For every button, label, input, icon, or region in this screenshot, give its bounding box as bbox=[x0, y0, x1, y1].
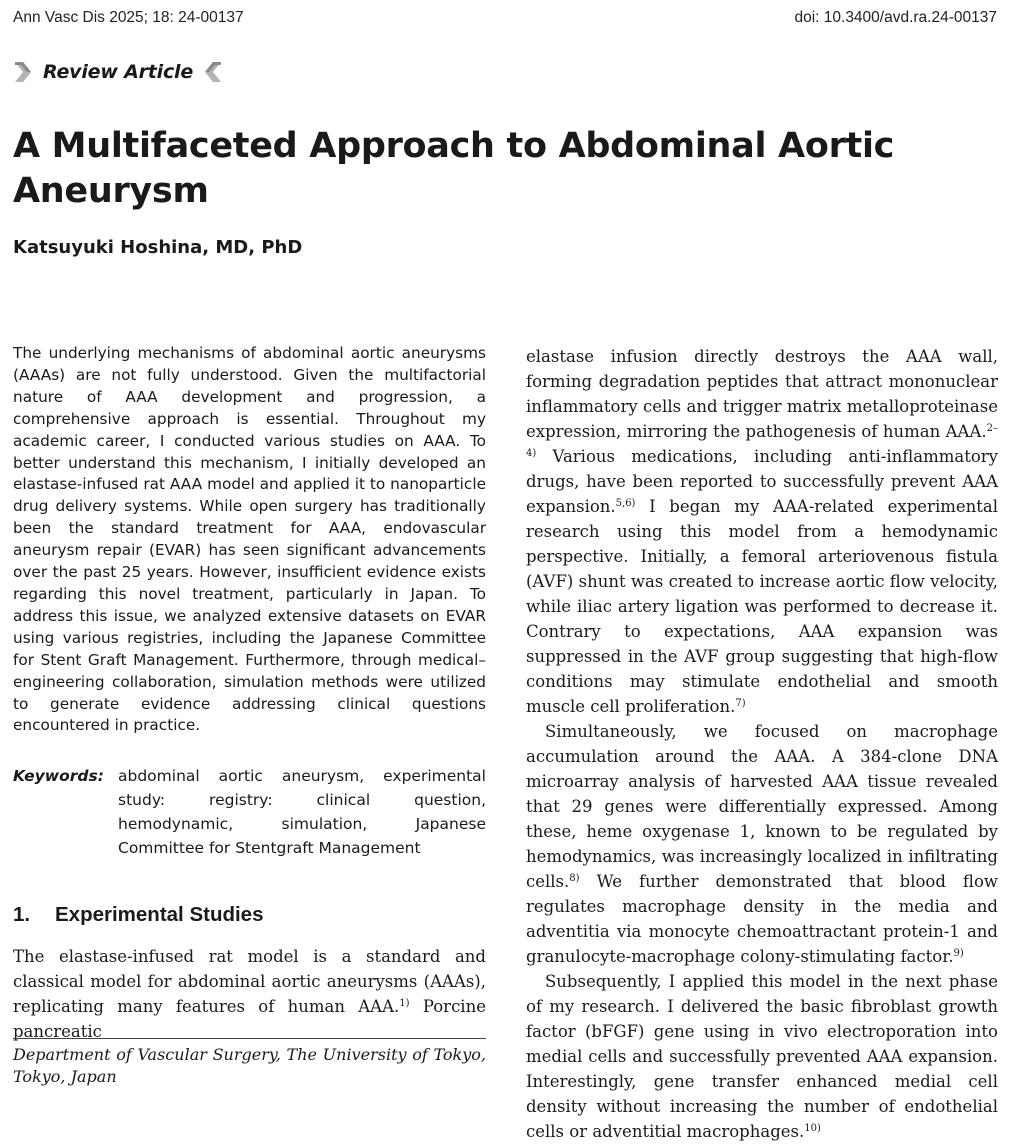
footnote-divider bbox=[13, 1038, 486, 1039]
reference-marker: 5,6) bbox=[615, 498, 636, 509]
reference-marker: 1) bbox=[399, 998, 410, 1009]
abstract: The underlying mechanisms of abdominal aortic aneurysms (AAAs) are not fully understood. Given the multifactorial nature of AAA development and progression, a comprehensive approach is essential. Throughout my academic career, I conducted various studies on AAA. To better understand this mechanism, I initially developed an elastase-infused rat AAA model and applied it to nanoparticle drug delivery systems. While open surgery has traditionally been the standard treatment for AAA, endovascular aneurysm repair (EVAR) has seen significant advancements over the past 25 years. However, insufficient evidence exists regarding this novel treatment, particularly in Japan. To address this issue, we analyzed extensive datasets on EVAR using various registries, including the Japanese Committee for Stent Graft Management. Furthermore, through medical–engineering collaboration, simulation methods were utilized to generate evidence addressing clinical questions encountered in practice. bbox=[13, 344, 486, 735]
body-text: elastase infusion directly destroys the AAA wall, forming degradation peptides that attract mononuclear inflammatory cells and trigger matrix metalloproteinase expression, mirroring the pathogenesis of human AAA. bbox=[526, 347, 998, 441]
body-text: The elastase-infused rat model is a standard and classical model for abdominal aortic aneurysms (AAAs), replicating many features of human AAA. bbox=[13, 947, 486, 1016]
article-title: A Multifaceted Approach to Abdominal Aortic Aneurysm bbox=[13, 126, 895, 211]
author: Katsuyuki Hoshina, MD, PhD bbox=[13, 237, 303, 258]
section-title: Experimental Studies bbox=[55, 903, 264, 926]
doi: doi: 10.3400/avd.ra.24-00137 bbox=[794, 9, 997, 26]
keywords-text: abdominal aortic aneurysm, experimental study: registry: clinical question, hemodynamic, simulation, Japanese Committee for Stentgraft Management bbox=[118, 767, 486, 857]
journal-citation: Ann Vasc Dis 2025; 18: 24-00137 bbox=[13, 9, 244, 26]
body-paragraph-left bbox=[13, 944, 486, 1044]
keywords-label: Keywords: bbox=[13, 767, 104, 785]
affiliation: Department of Vascular Surgery, The University of Tokyo, Tokyo, Japan bbox=[13, 1045, 486, 1086]
reference-marker: 2–4) bbox=[526, 423, 998, 459]
chevron-right-icon bbox=[13, 60, 33, 84]
reference-marker: 7) bbox=[735, 698, 746, 709]
section-number: 1. bbox=[13, 903, 31, 926]
right-column bbox=[526, 344, 998, 1144]
keywords bbox=[13, 764, 486, 860]
article-type-banner bbox=[13, 60, 223, 84]
body-text: Subsequently, I applied this model in the next phase of my research. I delivered the basic fibroblast growth factor (bFGF) gene using in vivo electroporation into medial cells and successfully prevented AAA expansion. Interestingly, gene transfer enhanced medial cell density without increasing the number of endothelial cells or adventitial macrophages. bbox=[526, 972, 998, 1141]
reference-marker: 8) bbox=[569, 873, 580, 884]
body-text: I began my AAA-related experimental research using this model from a hemodynamic perspective. Initially, a femoral arteriovenous fistula (AVF) shunt was created to increase aortic flow velocity, while iliac artery ligation was performed to decrease it. Contrary to expectations, AAA expansion was suppressed in the AVF group suggesting that high-flow conditions may stimulate endothelial and smooth muscle cell proliferation. bbox=[526, 497, 998, 716]
reference-marker: 10) bbox=[804, 1123, 821, 1134]
body-text: We further demonstrated that blood flow regulates macrophage density in the media and adventitia via monocyte chemoattractant protein-1 and granulocyte-macrophage colony-stimulating factor. bbox=[526, 872, 998, 966]
reference-marker: 9) bbox=[953, 948, 964, 959]
body-paragraph bbox=[526, 719, 998, 969]
body-paragraph bbox=[526, 344, 998, 719]
chevron-left-icon bbox=[203, 60, 223, 84]
body-text: Porcine pancreatic bbox=[13, 997, 486, 1041]
body-text: Simultaneously, we focused on macrophage accumulation around the AAA. A 384-clone DNA microarray analysis of harvested AAA tissue revealed that 29 genes were differentially expressed. Among these, heme oxygenase 1, known to be regulated by hemodynamics, was increasingly localized in infiltrating cells. bbox=[526, 722, 998, 891]
section-heading bbox=[13, 903, 263, 927]
article-type-label: Review Article bbox=[43, 61, 194, 83]
body-text: Various medications, including anti-inflammatory drugs, have been reported to successfully prevent AAA expansion. bbox=[526, 447, 998, 516]
